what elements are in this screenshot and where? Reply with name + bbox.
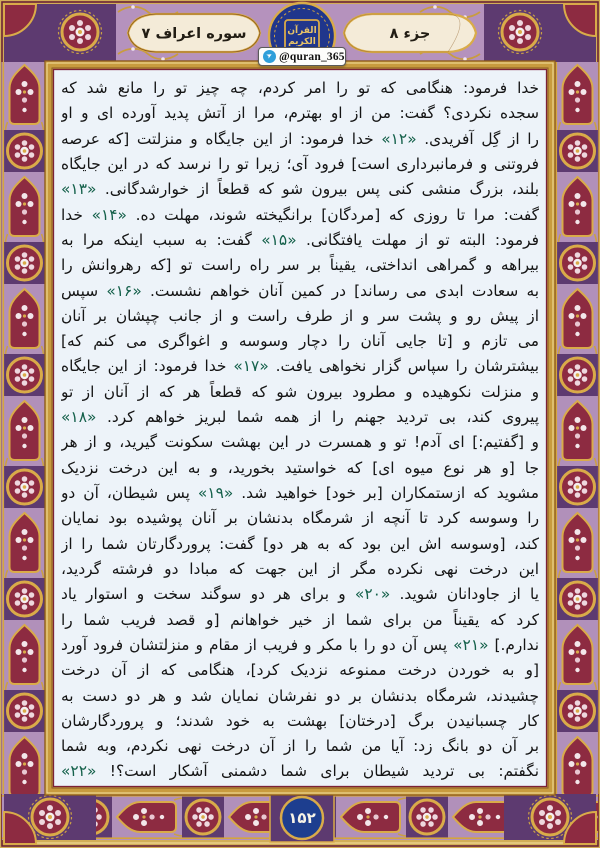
text-line: این درخت نهی نکرده مگر از این جهت که مبادا دو فرشته گردید،	[61, 559, 539, 578]
text-line: کرد که یقیناً من برای شما از خیر خواهانم [و قصد فریب شما را	[61, 610, 539, 629]
telegram-icon: ➤	[263, 50, 276, 63]
text-line: کار چسبانیدن برگ [درختان] بهشت به خود شدند؛ و پروردگارشان	[61, 711, 539, 730]
verse-number: «۱۸»	[61, 408, 97, 427]
verse-number: «۱۲»	[381, 129, 417, 148]
telegram-handle: @quran_365	[279, 50, 345, 63]
text-line: از پیش رو و پشت سر و از طرف راست و از جانب چپشان بر آنان	[61, 306, 539, 325]
text-line: می تازم و [تا جایی آنان را دچار وسوسه و اغواگری می کنم که]	[61, 332, 539, 351]
text-line: فروتنی و فرمانبرداری است] فرود آی؛ زیرا تو را نرسد که در این جایگاه	[61, 154, 539, 173]
verse-number: «۲۱»	[453, 635, 489, 654]
page-number: ۱۵۲	[288, 809, 316, 827]
verse-number: «۲۲»	[61, 762, 97, 781]
verse-number: «۱۳»	[61, 180, 97, 199]
text-line: نگفتم: بی تردید شیطان برای شما دشمنی آشکار است؟! «۲۲»	[61, 762, 539, 781]
verse-number: «۲۰»	[354, 585, 391, 604]
text-line: سجده نکردی؟ گفت: من از او بهترم، مرا از آتش پدید آورده ای و او	[61, 104, 539, 123]
verse-number: «۱۹»	[197, 484, 234, 502]
seal-line1: القرآن	[287, 26, 317, 36]
text-line: پیروی کند، بی تردید جهنم را از همه شما لبریز خواهم کرد. «۱۸»	[61, 408, 539, 427]
text-line: کند، [وسوسه اش این بود که به هر دو] گفت: پروردگارتان شما را از	[61, 534, 539, 553]
verse-number: «۱۴»	[91, 205, 127, 224]
verse-number: «۱۶»	[106, 281, 142, 300]
text-line: را از گِل آفریدی. «۱۲» خدا فرمود: از این جایگاه و منزلتت [که عرصه	[61, 129, 539, 148]
verse-number: «۱۵»	[261, 230, 297, 249]
text-line: و [گفتیم:] ای آدم! تو و همسرت در این بهشت سکونت گیرید، و از هر	[61, 433, 539, 452]
text-line: گفت: مرا تا روزی که [مردگان] برانگیخته شوند، مهلت ده. «۱۴» خدا	[61, 205, 539, 224]
text-line: یا از جاودانان شوید. «۲۰» و برای هر دو سوگند سخت و استوار یاد	[61, 585, 539, 604]
text-line: بر آن دو بانگ زد: آیا من شما را از آن درخت نهی نکردم، وبه شما	[61, 737, 539, 756]
text-line: بیراهه و گمراهی انداختی، یقیناً بر سر راه راست تو [که رهروانش را	[61, 256, 539, 275]
text-line: فرمود: البته تو از مهلت یافتگانی. «۱۵» گفت: به سبب اینکه مرا به	[61, 230, 539, 249]
text-line: مشوید که ازستمکاران [بر خود] خواهید شد. «۱۹» پس شیطان، آن دو	[61, 484, 539, 502]
text-line: جا [و هر نوع میوه ای] که خواستید بخورید، و به این درخت نزدیک	[61, 458, 539, 477]
text-line: [و به خوردن درخت ممنوعه نزدیک کرد]، هنگامی که از آن درخت	[61, 661, 539, 680]
verse-number: «۱۷»	[233, 357, 269, 376]
text-line: بلند، بزرگ منشی کنی پس بیرون شو که قطعاً از خوارشدگانی. «۱۳»	[61, 180, 539, 199]
juz-label: جزء ۸	[389, 26, 431, 42]
text-line: ندارم.] «۲۱» پس آن دو را با مکر و فریب از مقام و منزلتشان فرود آورد	[61, 635, 539, 654]
text-line: را وسوسه کرد تا آنچه از شرمگاه بدنشان بر آنان پوشیده بود نمایان	[61, 509, 539, 528]
telegram-badge[interactable]	[258, 47, 346, 66]
surah-title-label: سوره اعراف ۷	[141, 26, 247, 42]
text-line: به سعادت ابدی می رساند] در کمین آنان خواهم نشست. «۱۶» سپس	[61, 281, 539, 300]
text-line: چشیدند، شرمگاه بدنشان بر دو نفرشان نمایان شد و هر دو دست به	[61, 686, 539, 705]
translation-text	[61, 76, 539, 785]
text-line: بیشترشان را سپاس گزار نخواهی یافت. «۱۷» خدا فرمود: از این جایگاه	[61, 357, 539, 376]
text-line: خدا فرمود: هنگامی که تو را امر کردم، چه چیز تو را مانع شد که	[61, 79, 539, 97]
seal-line2: الكريم	[288, 37, 316, 47]
text-line: و منزلت نکوهیده و مطرود بیرون شو که قطعاً هر که از آنان از تو	[61, 382, 539, 401]
